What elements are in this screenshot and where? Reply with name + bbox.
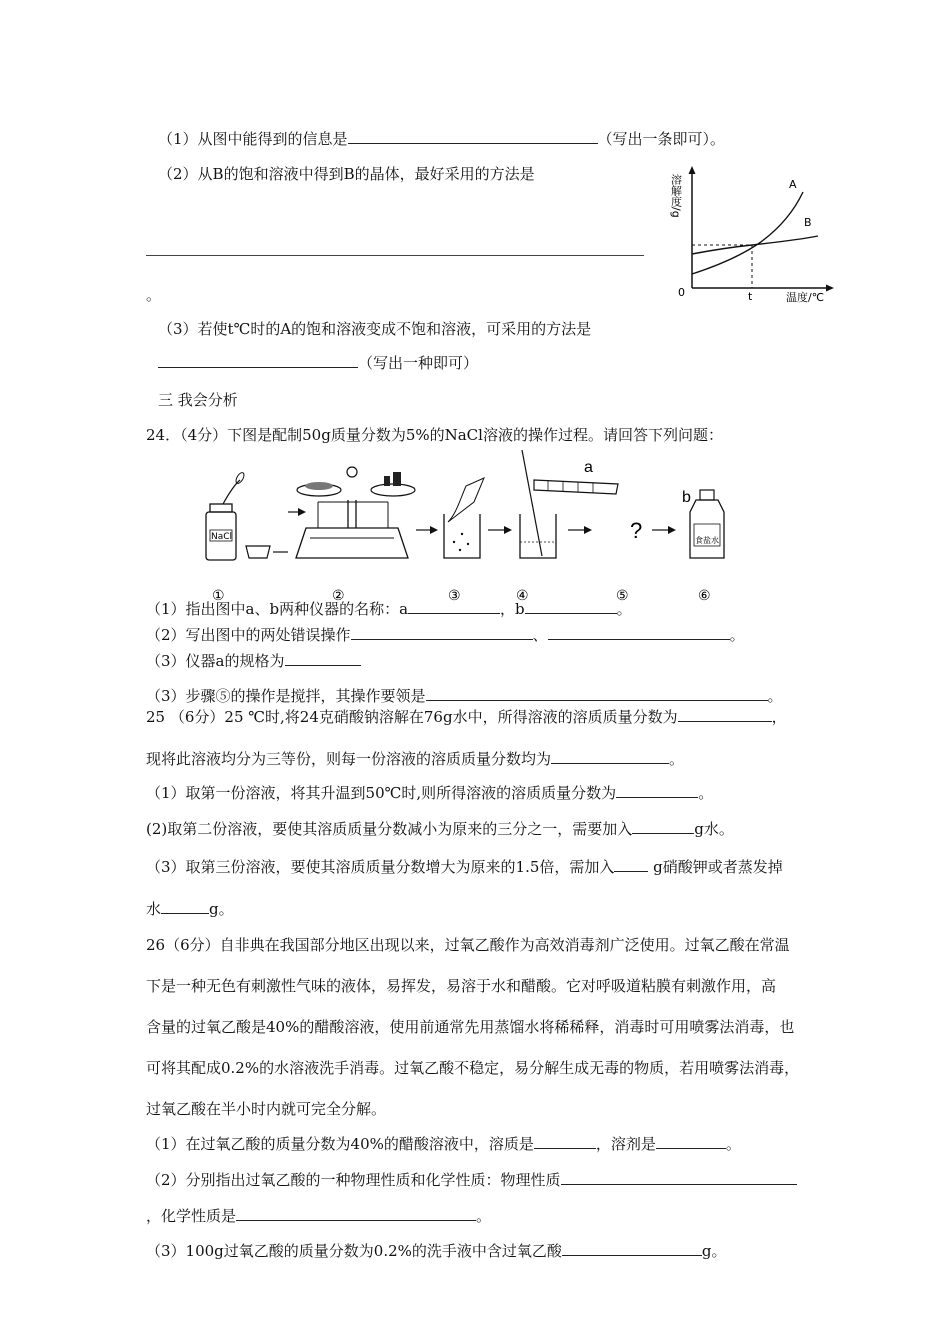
q26-part1-text: （1）在过氧乙酸的质量分数为40%的醋酸溶液中，溶质是 <box>146 1135 534 1153</box>
label-a: a <box>584 459 593 476</box>
q26-part2 <box>146 1169 797 1190</box>
q25-part2 <box>146 818 734 839</box>
q23-part1-label: （1）从图中能得到的信息是 <box>158 130 348 148</box>
q25-part3-line2 <box>146 898 234 919</box>
q23-part3-answer <box>158 352 478 373</box>
q26-chemical-blank[interactable] <box>236 1206 476 1221</box>
q23-part2-answer-line[interactable] <box>146 255 644 256</box>
q25-part3-mid: g硝酸钾或者蒸发掉 <box>648 858 783 876</box>
bottle-label: 食盐水 <box>695 536 719 545</box>
q24-spec-blank[interactable] <box>285 651 361 666</box>
q26-part2-line2 <box>146 1205 491 1226</box>
nacl-preparation-figure <box>198 450 738 610</box>
graph-t-tick: t <box>748 290 753 303</box>
q25-line2 <box>146 748 684 769</box>
q24-intro: 24．（4分）下图是配制50g质量分数为5%的NaCl溶液的操作过程。请回答下列问题： <box>146 426 723 444</box>
q24-part2-end: 。 <box>729 626 745 644</box>
q24-part3 <box>146 650 361 671</box>
q24-part2-sep: 、 <box>532 626 548 644</box>
step6-bottle <box>682 489 724 558</box>
step-num-4: ④ <box>516 588 529 604</box>
q23-part1-tail: （写出一条即可）。 <box>597 130 726 148</box>
q25-line2-blank[interactable] <box>551 749 669 764</box>
q23-part2-label: （2）从B的饱和溶液中得到B的晶体，最好采用的方法是 <box>158 165 535 183</box>
q23-part2-end: 。 <box>146 286 162 304</box>
q25-part3-text: （3）取第三份溶液，要使其溶质质量分数增大为原来的1.5倍，需加入 <box>146 858 615 876</box>
graph-x-arrow <box>826 285 834 292</box>
q25-part3 <box>146 856 783 877</box>
q25-intro-end: ， <box>771 708 787 726</box>
q26-solvent-blank[interactable] <box>656 1134 726 1149</box>
q24-blank-a[interactable] <box>408 599 500 614</box>
q26-part2-end: 。 <box>476 1207 492 1225</box>
q26-part3 <box>146 1240 727 1261</box>
q24-part2 <box>146 624 745 645</box>
q26-part2-text: （2）分别指出过氧乙酸的一种物理性质和化学性质：物理性质 <box>146 1171 561 1189</box>
q25-part3-blank-2[interactable] <box>161 899 209 914</box>
q25-part3-blank-1[interactable] <box>614 857 648 872</box>
q24-blank-b[interactable] <box>525 599 617 614</box>
q25-part1 <box>146 782 713 803</box>
q25-intro <box>146 706 787 727</box>
q24-error-blank-2[interactable] <box>548 625 730 640</box>
q25-part3-end: g。 <box>209 900 234 918</box>
q25-part1-blank[interactable] <box>616 783 698 798</box>
jar-label: NaCl <box>211 532 233 542</box>
q25-intro-blank[interactable] <box>678 707 772 722</box>
step4-beaker-cylinder <box>520 450 618 558</box>
q24-stir-blank[interactable] <box>426 686 768 701</box>
q24-part1-mid: ，b <box>500 600 525 618</box>
graph-origin: 0 <box>678 286 685 299</box>
q24-part4 <box>146 685 783 706</box>
q24-part1 <box>146 598 632 619</box>
q24-part4-label: （3）步骤⑤的操作是搅拌，其操作要领是 <box>146 687 426 705</box>
q26-para-line-1: 26（6分）自非典在我国部分地区出现以来，过氧乙酸作为高效消毒剂广泛使用。过氧乙酸在常温 <box>146 936 790 954</box>
step-num-5: ⑤ <box>616 588 629 604</box>
graph-xlabel: 温度/℃ <box>786 291 825 304</box>
q24-part3-label: （3）仪器a的规格为 <box>146 652 285 670</box>
q25-part2-text: (2)取第二份溶液，要使其溶质质量分数减小为原来的三分之一，需要加入 <box>146 820 633 838</box>
q26-physical-blank[interactable] <box>561 1170 797 1185</box>
q26-part2-line2-text: ，化学性质是 <box>146 1207 237 1225</box>
step-num-3: ③ <box>448 588 461 604</box>
q26-mass-blank[interactable] <box>562 1241 702 1256</box>
q23-part3: （3）若使t℃时的A的饱和溶液变成不饱和溶液，可采用的方法是 <box>158 320 592 338</box>
q23-part2 <box>158 163 535 184</box>
step-num-6: ⑥ <box>698 588 711 604</box>
q26-solute-blank[interactable] <box>534 1134 596 1149</box>
graph-y-arrow <box>689 166 696 174</box>
curve-a-label: A <box>789 178 797 191</box>
curve-a <box>692 192 803 274</box>
step5-question: ? <box>630 518 643 543</box>
q25-part1-text: （1）取第一份溶液，将其升温到50℃时,则所得溶液的溶质质量分数为 <box>146 784 617 802</box>
q25-line2-text: 现将此溶液均分为三等份，则每一份溶液的溶质质量分数均为 <box>146 750 552 768</box>
q24-part4-end: 。 <box>767 687 783 705</box>
solubility-graph <box>668 158 843 304</box>
curve-b-label: B <box>804 216 812 229</box>
q25-part2-blank[interactable] <box>632 819 694 834</box>
label-b: b <box>682 489 691 506</box>
q26-part3-text: （3）100g过氧乙酸的质量分数为0.2%的洗手液中含过氧乙酸 <box>146 1242 562 1260</box>
graph-ylabel: 溶解度/g <box>669 174 683 218</box>
q23-part3-tail: （写出一种即可） <box>358 354 479 372</box>
q24-part1-label: （1）指出图中a、b两种仪器的名称：a <box>146 600 409 618</box>
q26-para-line-3: 含量的过氧乙酸是40%的醋酸溶液，使用前通常先用蒸馏水将稀稀释，消毒时可用喷雾法消毒，也 <box>146 1018 795 1036</box>
q26-part1 <box>146 1133 741 1154</box>
q26-para-line-2: 下是一种无色有刺激性气味的液体，易挥发，易溶于水和醋酸。它对呼吸道粘膜有刺激作用，高 <box>146 977 777 995</box>
q23-part3-blank[interactable] <box>158 353 358 368</box>
q25-part3-line2-text: 水 <box>146 900 162 918</box>
q26-para-line-4: 可将其配成0.2%的水溶液洗手消毒。过氧乙酸不稳定，易分解生成无毒的物质，若用喷雾法消毒， <box>146 1059 800 1077</box>
q24-part1-end: 。 <box>616 600 632 618</box>
q26-para-line-5: 过氧乙酸在半小时内就可完全分解。 <box>146 1100 387 1118</box>
step2-balance <box>288 467 415 558</box>
q26-part1-mid: ，溶剂是 <box>595 1135 656 1153</box>
q24-error-blank-1[interactable] <box>351 625 533 640</box>
q26-part3-end: g。 <box>701 1242 727 1260</box>
q23-part1-blank[interactable] <box>348 129 598 144</box>
q25-line2-end: 。 <box>669 750 685 768</box>
step-num-2: ② <box>332 588 345 604</box>
q23-part1 <box>158 128 725 149</box>
section3-title: 三 我会分析 <box>158 391 238 409</box>
q25-part1-end: 。 <box>698 784 714 802</box>
q26-part1-end: 。 <box>725 1135 741 1153</box>
step1-reagent-jar <box>206 471 270 560</box>
step3-beaker <box>444 478 484 558</box>
q25-part2-end: g水。 <box>694 820 734 838</box>
q24-part2-label: （2）写出图中的两处错误操作 <box>146 626 351 644</box>
step-num-1: ① <box>212 588 225 604</box>
q25-intro-text: 25 （6分）25 ℃时,将24克硝酸钠溶解在76g水中，所得溶液的溶质质量分数为 <box>146 708 678 726</box>
